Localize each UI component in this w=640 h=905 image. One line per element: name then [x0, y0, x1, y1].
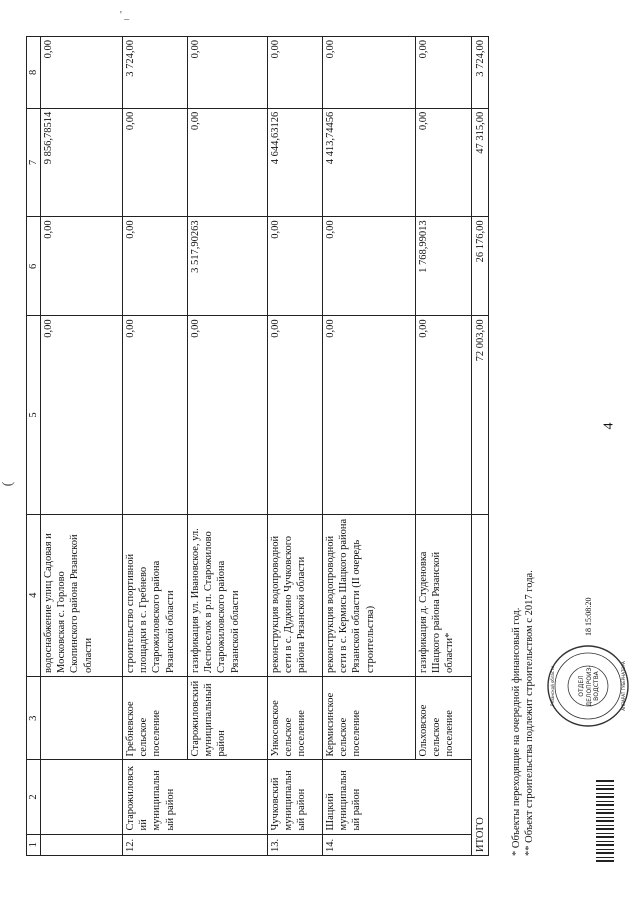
- page-number: 4: [601, 422, 617, 430]
- column-header: 3: [27, 676, 41, 760]
- value-cell: 0,00: [41, 316, 123, 514]
- total-value: 26 176,00: [472, 217, 489, 316]
- table-row: [41, 37, 123, 856]
- object-cell: реконструкция водопроводной сети в с. Кермись Шацкого района Рязанской области (II очередь строительства): [323, 514, 416, 676]
- value-cell: 0,00: [268, 217, 323, 316]
- object-cell: водоснабжение улиц Садовая и Московская с. Горлово Скопинского района Рязанской области: [41, 514, 123, 676]
- table-row: [416, 37, 472, 856]
- value-cell: 3 724,00: [123, 37, 188, 109]
- footnotes: [510, 36, 536, 856]
- table-row: [123, 37, 188, 856]
- settlement-cell: Гребневское сельское поселение: [123, 676, 188, 760]
- column-header: 2: [27, 760, 41, 834]
- value-cell: 0,00: [323, 316, 416, 514]
- value-cell: 0,00: [188, 108, 268, 217]
- stamp-timestamp: 18 15:08:20: [584, 597, 593, 636]
- svg-text:ДЕЛОПРОИЗ-: ДЕЛОПРОИЗ-: [586, 665, 593, 707]
- district-cell: Старожиловский муниципальный район: [123, 760, 268, 834]
- value-cell: 0,00: [416, 316, 472, 514]
- column-header: 1: [27, 834, 41, 855]
- object-cell: газификация д. Студеновка Шацкого района Рязанской области*: [416, 514, 472, 676]
- total-row: [472, 37, 489, 856]
- value-cell: 0,00: [323, 37, 416, 109]
- district-cell: Чучковский муниципальный район: [268, 760, 323, 834]
- row-number: 13.: [268, 834, 323, 855]
- value-cell: 3 517,90263: [188, 217, 268, 316]
- svg-text:ВОДСТВА: ВОДСТВА: [593, 671, 600, 701]
- value-cell: 0,00: [41, 37, 123, 109]
- table-header-row: [27, 37, 41, 856]
- value-cell: 4 644,63126: [268, 108, 323, 217]
- district-cell: [41, 760, 123, 834]
- value-cell: 1 768,99013: [416, 217, 472, 316]
- object-cell: строительство спортивной площадки в с. Гребнево Старожиловского района Рязанской области: [123, 514, 188, 676]
- objects-table: [26, 36, 489, 856]
- scan-artifact: ' _: [120, 10, 130, 21]
- settlement-cell: Ольховское сельское поселение: [416, 676, 472, 760]
- value-cell: 0,00: [416, 108, 472, 217]
- column-header: 6: [27, 217, 41, 316]
- svg-text:АППАРАТ ГУБЕРНАТОРА: АППАРАТ ГУБЕРНАТОРА: [621, 661, 626, 711]
- footnote: * Объекты переходящие на очередной финансовый год.: [511, 607, 522, 856]
- value-cell: 0,00: [123, 108, 188, 217]
- svg-text:ОТДЕЛ: ОТДЕЛ: [578, 675, 585, 697]
- row-number: 12.: [123, 834, 268, 855]
- value-cell: 4 413,74456: [323, 108, 416, 217]
- value-cell: 0,00: [41, 217, 123, 316]
- column-header: 4: [27, 514, 41, 676]
- value-cell: 0,00: [416, 37, 472, 109]
- total-label: ИТОГО: [472, 514, 489, 855]
- district-cell: Шацкий муниципальный район: [323, 760, 472, 834]
- svg-text:Рязанской области: Рязанской области: [550, 666, 555, 706]
- object-cell: газификация ул. Ивановское, ул. Леспоселок в р.п. Старожилово Старожиловского района Рязанской области: [188, 514, 268, 676]
- column-header: 8: [27, 37, 41, 109]
- barcode: [596, 778, 614, 862]
- scan-artifact: (: [0, 481, 16, 487]
- row-number: [41, 834, 123, 855]
- value-cell: 9 856,78514: [41, 108, 123, 217]
- object-cell: реконструкция водопроводной сети в с. Дудкино Чучковского района Рязанской области: [268, 514, 323, 676]
- rotated-document: [26, 36, 536, 856]
- value-cell: 0,00: [323, 217, 416, 316]
- settlement-cell: Кермисинское сельское поселение: [323, 676, 416, 760]
- value-cell: 0,00: [188, 316, 268, 514]
- settlement-cell: Ункосовское сельское поселение: [268, 676, 323, 760]
- total-value: 3 724,00: [472, 37, 489, 109]
- settlement-cell: [41, 676, 123, 760]
- table-row: [323, 37, 416, 856]
- value-cell: 0,00: [188, 37, 268, 109]
- value-cell: 0,00: [268, 316, 323, 514]
- table-row: [268, 37, 323, 856]
- value-cell: 0,00: [123, 316, 188, 514]
- official-seal: [546, 644, 630, 728]
- total-value: 72 003,00: [472, 316, 489, 514]
- column-header: 7: [27, 108, 41, 217]
- settlement-cell: Старожиловский муниципальный район: [188, 676, 268, 760]
- column-header: 5: [27, 316, 41, 514]
- footnote: ** Объект строительства подлежит строительством с 2017 года.: [524, 570, 536, 856]
- row-number: 14.: [323, 834, 472, 855]
- table-row: [188, 37, 268, 856]
- value-cell: 0,00: [123, 217, 188, 316]
- total-value: 47 315,00: [472, 108, 489, 217]
- value-cell: 0,00: [268, 37, 323, 109]
